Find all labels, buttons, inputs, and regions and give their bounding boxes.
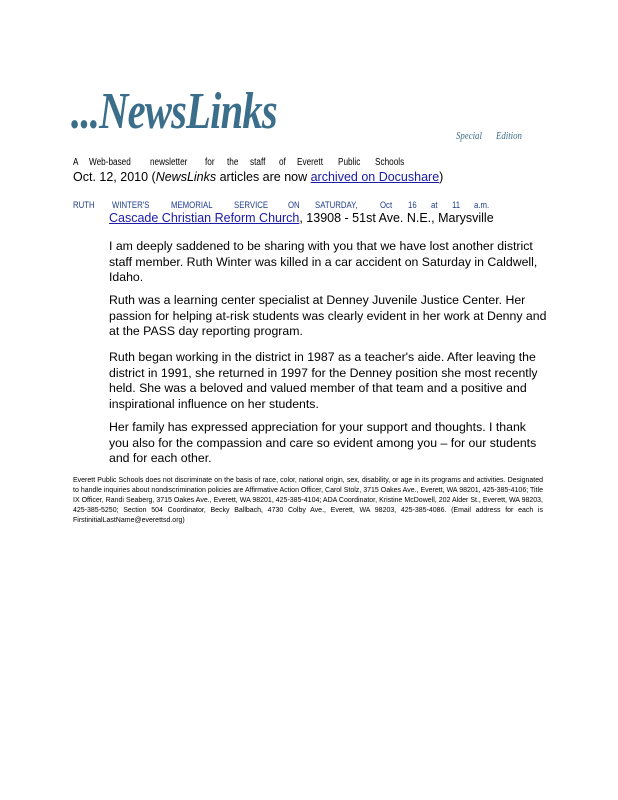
- paragraph-1: I am deeply saddened to be sharing with you that we have lost another district staff member. Ruth Winter was killed in a car accident on Saturday in Caldwell, Idaho.: [109, 239, 538, 284]
- event-heading-word: RUTH: [73, 200, 95, 211]
- event-heading-word: SATURDAY,: [315, 200, 358, 211]
- event-heading-word: WINTER'S: [112, 200, 150, 211]
- church-link[interactable]: Cascade Christian Reform Church: [109, 211, 300, 225]
- tagline-word: Schools: [375, 157, 405, 168]
- event-heading-word: MEMORIAL: [170, 200, 213, 211]
- nondiscrimination-footer: Everett Public Schools does not discriminate on the basis of race, color, national origin, sex, disability, or age in its programs and activities. Designated to handle inquiries about nondiscrimination policies are Affirmative Action Officer, Carol Stolz, 3715 Oakes Ave., Everett, WA 98201, 425-385-4106; Title IX Officer, Randi Seaberg, 3715 Oakes Ave., Everett, WA 98201, 425-385-4104; ADA Coordinator, Kristine McDowell, 202 Alder St., Everett, WA 98203, 425-385-5250; Section 504 Coordinator, Becky Ballbach, 4730 Colby Ave., Everett, WA 98203, 425-385-4086. (Email address for each is FirstinitialLastName@everettsd.org): [73, 477, 543, 524]
- edition-word-special: Special: [456, 130, 482, 142]
- event-heading-word: Oct: [380, 200, 393, 211]
- event-heading-word: SERVICE: [234, 200, 269, 211]
- event-heading-word: at: [430, 200, 438, 211]
- church-address: , 13908 - 51st Ave. N.E., Marysville: [299, 211, 494, 225]
- event-heading-word: 11: [451, 200, 460, 211]
- tagline: [73, 157, 411, 169]
- archive-line: [73, 170, 443, 185]
- archive-end: ): [439, 170, 444, 184]
- masthead-title: ...NewsLinks: [71, 83, 277, 140]
- event-heading-word: a.m.: [474, 200, 490, 211]
- archive-date: Oct. 12, 2010 (: [73, 170, 156, 184]
- edition-word-edition: Edition: [496, 130, 522, 142]
- tagline-word: A: [73, 157, 79, 168]
- paragraph-4: Her family has expressed appreciation for your support and thoughts. I thank you also for the compassion and care so evident among you – for our students and for each other.: [109, 420, 537, 465]
- location-line: [109, 211, 494, 226]
- event-heading-word: 16: [407, 200, 417, 211]
- archive-mid-text: articles are now: [216, 170, 311, 184]
- archive-newsletter-name: NewsLinks: [155, 170, 217, 184]
- tagline-word: of: [278, 157, 286, 168]
- tagline-word: for: [205, 157, 215, 168]
- tagline-word: Everett: [297, 157, 323, 168]
- paragraph-3: Ruth began working in the district in 1987 as a teacher's aide. After leaving the district in 1991, she returned in 1997 for the Denney position she most recently held. She was a beloved and valued member of that team and a positive and inspirational influence on her students.: [109, 350, 538, 411]
- tagline-word: staff: [250, 157, 266, 168]
- tagline-word: Web-based: [89, 157, 132, 168]
- tagline-word: newsletter: [150, 157, 188, 168]
- paragraph-2: Ruth was a learning center specialist at Denney Juvenile Justice Center. Her passion for helping at-risk students was clearly evident in her work at Denny and at the PASS day reporting program.: [109, 293, 547, 338]
- docushare-link[interactable]: archived on Docushare: [310, 170, 440, 184]
- event-heading-word: ON: [288, 200, 301, 211]
- tagline-word: the: [226, 157, 239, 168]
- tagline-word: Public: [338, 157, 361, 168]
